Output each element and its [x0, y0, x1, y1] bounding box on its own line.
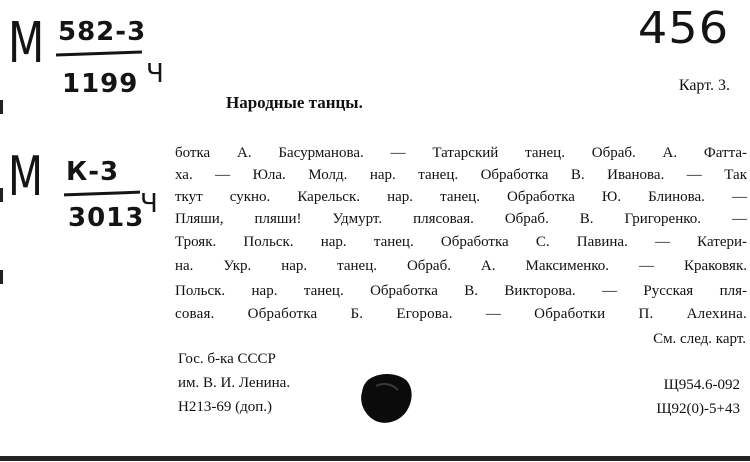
handwritten-corner-number: 456 — [637, 3, 730, 54]
library-name: Гос. б-ка СССР — [178, 351, 276, 367]
handwritten-letter-m: М — [8, 11, 45, 76]
fraction-line — [64, 191, 140, 197]
library-name-line2: им. В. И. Ленина. — [178, 375, 291, 391]
classification-code: Щ92(0)-5+43 — [656, 401, 740, 417]
ink-stamp — [356, 368, 416, 428]
edge-mark — [0, 100, 3, 114]
handwritten-shelf-number-bottom: 1199 — [62, 69, 139, 99]
handwritten-shelf-number-top: 582-3 — [58, 17, 147, 47]
body-text-line: совая. Обработка Б. Егорова. — Обработки П. Алехина. — [175, 306, 747, 322]
handwritten-mark: Ч — [146, 59, 165, 89]
handwritten-shelf-number-top: К-3 — [66, 157, 120, 187]
handwritten-letter-m: М — [8, 145, 44, 208]
card-number-label: Карт. 3. — [678, 77, 730, 94]
body-text-line: Пляши, пляши! Удмурт. плясовая. Обраб. В. Григоренко. — — [175, 211, 747, 227]
card-bottom-edge — [0, 456, 750, 461]
classification-code: Щ954.6-092 — [663, 377, 740, 393]
handwritten-mark: Ч — [140, 189, 159, 219]
edge-mark — [0, 270, 3, 284]
body-text-line: ха. — Юла. Молд. нар. танец. Обработка В. Иванова. — Так — [175, 167, 747, 183]
handwritten-shelf-number-bottom: 3013 — [68, 203, 145, 233]
print-code: Н213-69 (доп.) — [178, 399, 272, 415]
body-text-line: Трояк. Польск. нар. танец. Обработка С. Павина. — Катери- — [175, 234, 747, 250]
card-title: Народные танцы. — [226, 93, 363, 112]
body-text-line: ткут сукно. Карельск. нар. танец. Обработка Ю. Блинова. — — [175, 189, 747, 205]
body-text-line: на. Укр. нар. танец. Обраб. А. Максименко. — Краковяк. — [175, 258, 747, 274]
fraction-line — [56, 51, 142, 57]
edge-mark — [0, 188, 3, 202]
body-text-line: Польск. нар. танец. Обработка В. Викторова. — Русская пля- — [175, 283, 747, 299]
see-next-card: См. след. карт. — [653, 331, 746, 347]
body-text-line: ботка А. Басурманова. — Татарский танец. Обраб. А. Фатта- — [175, 145, 747, 161]
